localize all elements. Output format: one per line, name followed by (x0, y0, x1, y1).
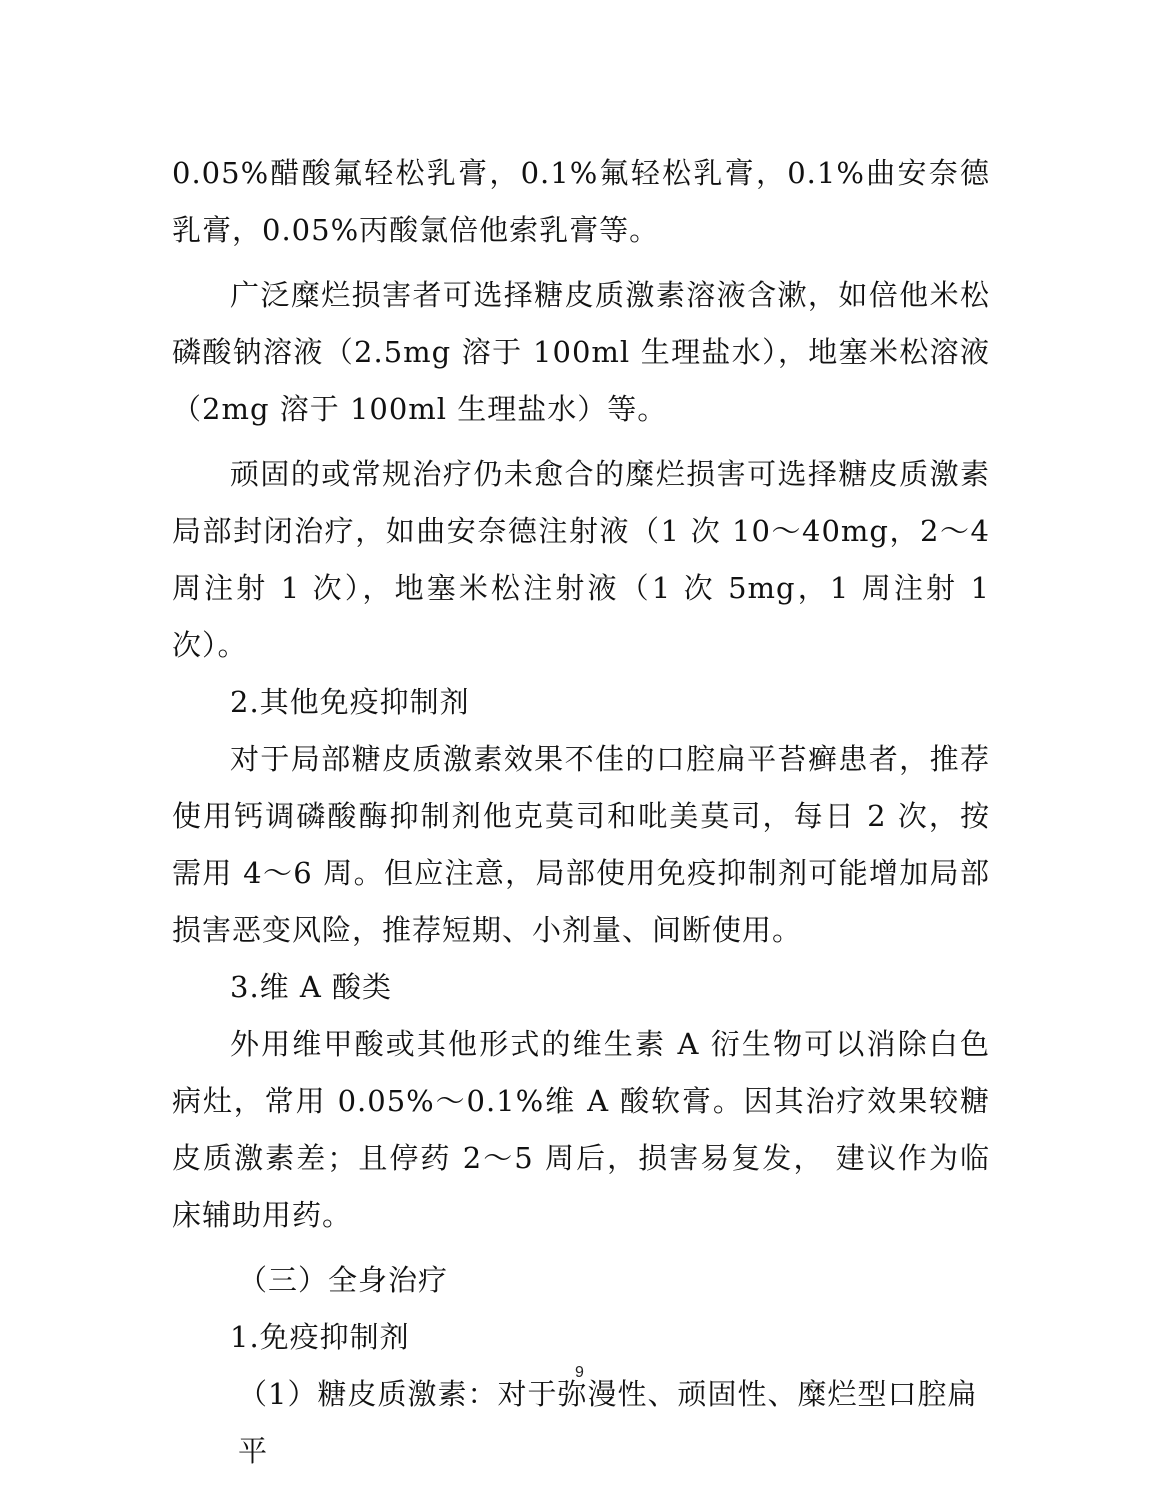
paragraph-local-injection: 顽固的或常规治疗仍未愈合的糜烂损害可选择糖皮质激素局部封闭治疗，如曲安奈德注射液（1 次 10～40mg，2～4 周注射 1 次），地塞米松注射液（1 次 5mg，1 周注射 1 次）。 (172, 457, 990, 662)
spacer (172, 259, 990, 267)
heading-systemic-treatment: （三）全身治疗 (238, 1263, 449, 1297)
spacer (172, 1244, 990, 1252)
paragraph-retinoic-acid: 外用维甲酸或其他形式的维生素 A 衍生物可以消除白色病灶，常用 0.05%～0.1%维 A 酸软膏。因其治疗效果较糖皮质激素差；且停药 2～5 周后，损害易复发， 建议作为临床辅助用药。 (172, 1027, 990, 1232)
paragraph-topical-creams: 0.05%醋酸氟轻松乳膏，0.1%氟轻松乳膏，0.1%曲安奈德乳膏，0.05%丙酸氯倍他索乳膏等。 (172, 156, 990, 247)
spacer (172, 438, 990, 446)
page-content (172, 145, 990, 1480)
heading-other-immunosuppressants: 2.其他免疫抑制剂 (230, 685, 470, 719)
heading-retinoids: 3.维 A 酸类 (230, 970, 393, 1004)
page-number: 9 (575, 1364, 584, 1381)
paragraph-calcineurin-inhibitors: 对于局部糖皮质激素效果不佳的口腔扁平苔癣患者，推荐使用钙调磷酸酶抑制剂他克莫司和吡美莫司，每日 2 次，按需用 4～6 周。但应注意，局部使用免疫抑制剂可能增加局部损害恶变风险，推荐短期、小剂量、间断使用。 (172, 742, 990, 947)
heading-immunosuppressants: 1.免疫抑制剂 (230, 1320, 410, 1354)
paragraph-mouthwash: 广泛糜烂损害者可选择糖皮质激素溶液含漱，如倍他米松磷酸钠溶液（2.5mg 溶于 100ml 生理盐水），地塞米松溶液（2mg 溶于 100ml 生理盐水）等。 (172, 278, 990, 426)
paragraph-corticosteroids: （1）糖皮质激素：对于弥漫性、顽固性、糜烂型口腔扁平 (238, 1377, 978, 1468)
